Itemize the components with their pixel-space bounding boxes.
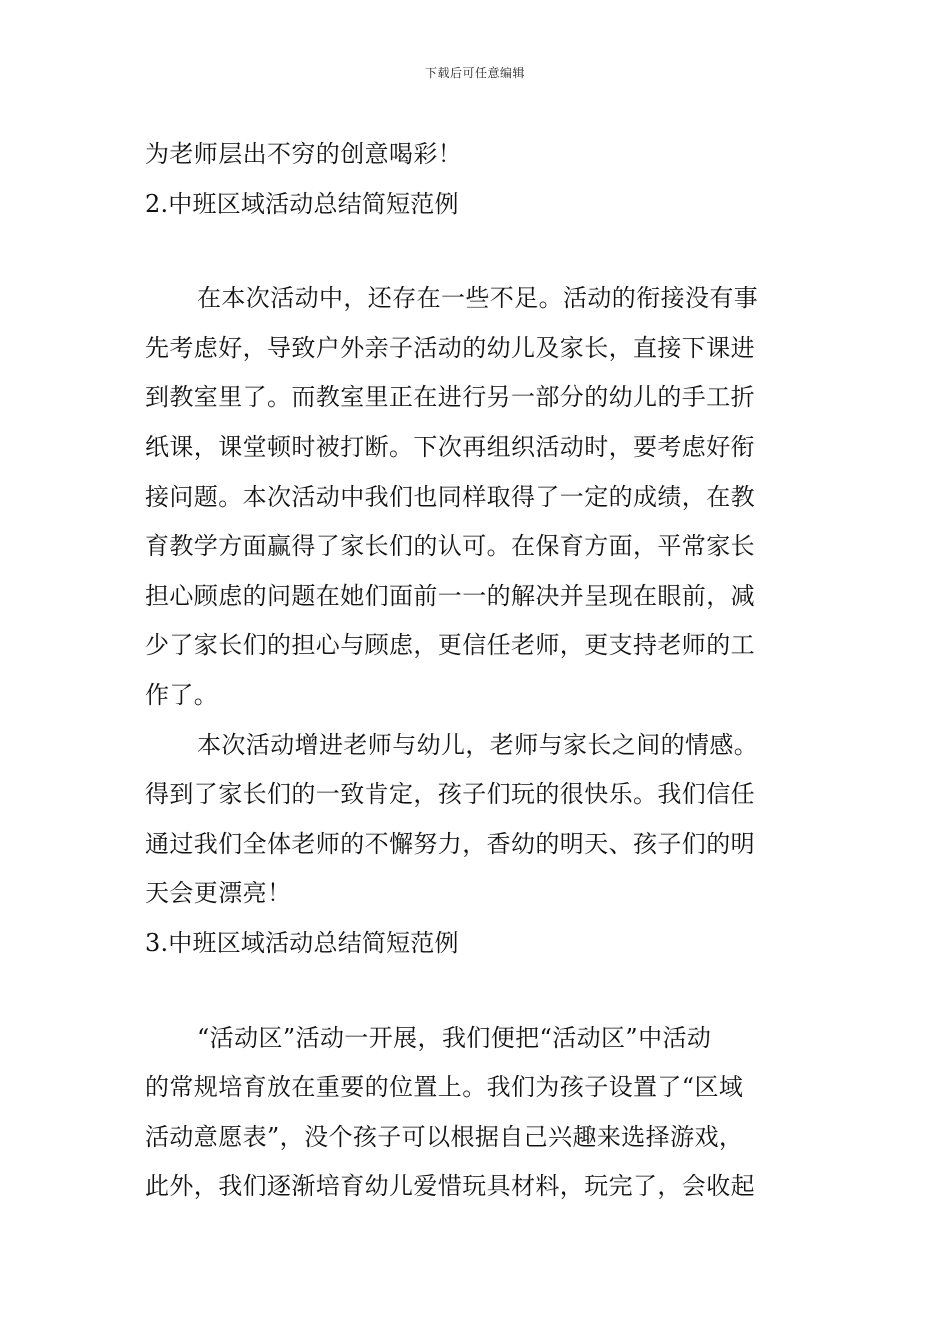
text-line: 担心顾虑的问题在她们面前一一的解决并呈现在眼前，减: [145, 581, 755, 610]
spacer: [145, 969, 810, 1014]
text-line: 天会更漂亮！: [145, 879, 292, 908]
text-line: 作了。: [145, 680, 219, 709]
text-line: 通过我们全体老师的不懈努力，香幼的明天、孩子们的明: [145, 829, 755, 858]
text-line: 到教室里了。而教室里正在进行另一部分的幼儿的手工折: [145, 383, 755, 412]
text-line: 纸课，课堂顿时被打断。下次再组织活动时，要考虑好衔: [145, 432, 755, 461]
text-line: 的常规培育放在重要的位置上。我们为孩子设置了“区域: [145, 1073, 744, 1102]
document-body: [145, 130, 810, 1212]
spacer: [145, 229, 810, 274]
section-2-heading: 2.中班区域活动总结简短范例: [145, 189, 459, 218]
intro-line: 为老师层出不穷的创意喝彩！: [145, 140, 463, 168]
section-3-paragraph-1: [145, 1014, 810, 1212]
text-line: 少了家长们的担心与顾虑，更信任老师，更支持老师的工: [145, 631, 755, 660]
section-2-paragraph-2: [145, 721, 810, 919]
text-line: 先考虑好，导致户外亲子活动的幼儿及家长，直接下课进: [145, 333, 755, 362]
text-line: 育教学方面赢得了家长们的认可。在保育方面，平常家长: [145, 532, 755, 561]
text-line: 在本次活动中，还存在一些不足。活动的衔接没有事: [197, 284, 759, 313]
text-line: 本次活动增进老师与幼儿，老师与家长之间的情感。: [197, 730, 759, 759]
text-line: 接问题。本次活动中我们也同样取得了一定的成绩，在教: [145, 482, 755, 511]
section-3-heading: 3.中班区域活动总结简短范例: [145, 928, 459, 957]
text-line: 此外，我们逐渐培育幼儿爱惜玩具材料，玩完了，会收起: [145, 1172, 755, 1201]
text-line: 活动意愿表”，没个孩子可以根据自己兴趣来选择游戏，: [145, 1122, 744, 1151]
text-line: “活动区”活动一开展，我们便把“活动区”中活动: [197, 1023, 712, 1052]
page-header: 下载后可任意编辑: [424, 66, 525, 80]
text-line: 得到了家长们的一致肯定，孩子们玩的很快乐。我们信任: [145, 780, 755, 809]
section-2-paragraph-1: [145, 274, 810, 720]
